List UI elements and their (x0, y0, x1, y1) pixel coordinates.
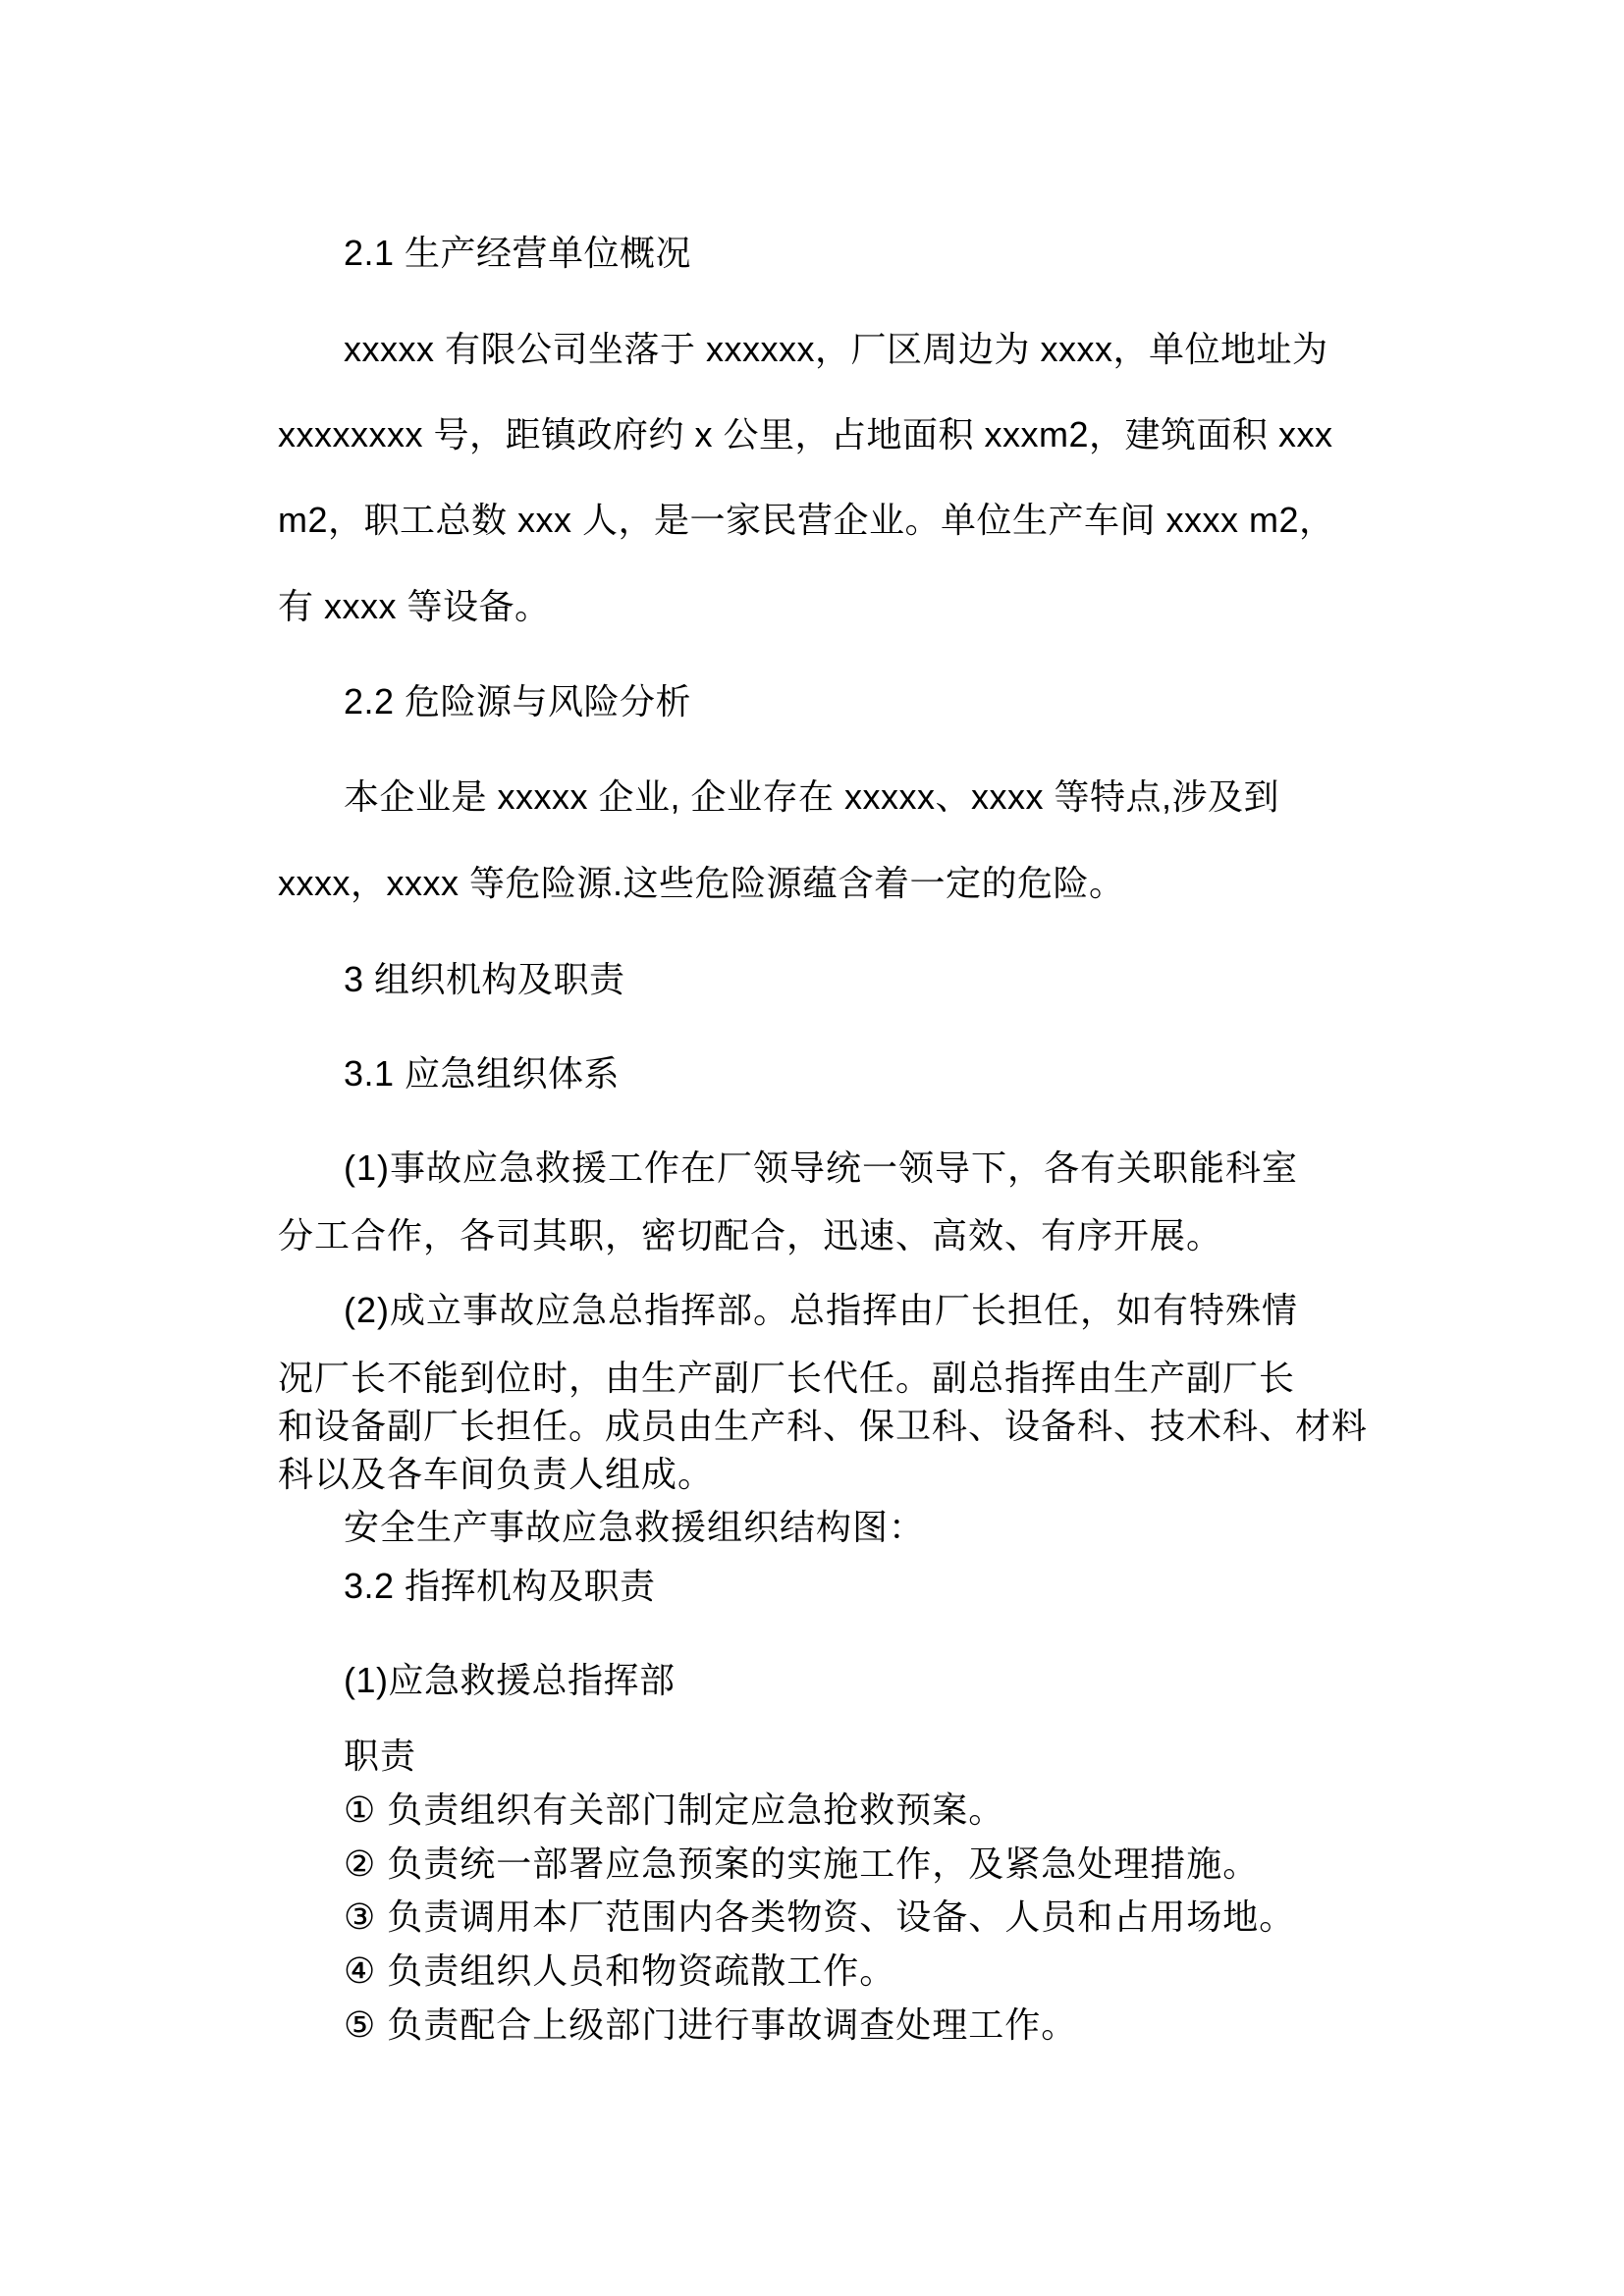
duty-item-3: ③ 负责调用本厂范围内各类物资、设备、人员和占用场地。 (344, 1896, 1296, 1937)
duty-item-2: ② 负责统一部署应急预案的实施工作，及紧急处理措施。 (344, 1843, 1260, 1884)
section-heading-3-2: 3.2 指挥机构及职责 (344, 1566, 656, 1606)
paragraph-line: 况厂长不能到位时，由生产副厂长代任。副总指挥由生产副厂长 (278, 1358, 1296, 1398)
paragraph-line: (2)成立事故应急总指挥部。总指挥由厂长担任，如有特殊情 (344, 1290, 1298, 1330)
paragraph-line: 分工合作，各司其职，密切配合，迅速、高效、有序开展。 (278, 1215, 1223, 1255)
sub-heading-command-center: (1)应急救援总指挥部 (344, 1660, 676, 1700)
duty-item-1: ① 负责组织有关部门制定应急抢救预案。 (344, 1789, 1005, 1830)
paragraph-line: m2，职工总数 xxx 人，是一家民营企业。单位生产车间 xxxx m2， (278, 500, 1335, 540)
paragraph-line: xxxx，xxxx 等危险源.这些危险源蕴含着一定的危险。 (278, 863, 1125, 903)
duty-item-4: ④ 负责组织人员和物资疏散工作。 (344, 1950, 896, 1991)
section-heading-2-2: 2.2 危险源与风险分析 (344, 681, 692, 721)
paragraph-line: 有 xxxx 等设备。 (278, 586, 551, 626)
section-heading-2-1: 2.1 生产经营单位概况 (344, 233, 692, 273)
duties-label: 职责 (344, 1735, 417, 1776)
section-heading-3: 3 组织机构及职责 (344, 959, 625, 999)
section-heading-3-1: 3.1 应急组织体系 (344, 1053, 621, 1094)
paragraph-line: (1)事故应急救援工作在厂领导统一领导下，各有关职能科室 (344, 1148, 1298, 1188)
org-chart-caption: 安全生产事故应急救援组织结构图： (344, 1507, 926, 1547)
paragraph-line: 本企业是 xxxxx 企业, 企业存在 xxxxx、xxxx 等特点,涉及到 (344, 776, 1280, 817)
paragraph-line: 科以及各车间负责人组成。 (278, 1454, 715, 1494)
paragraph-line: 和设备副厂长担任。成员由生产科、保卫科、设备科、技术科、材料 (278, 1406, 1369, 1446)
duty-item-5: ⑤ 负责配合上级部门进行事故调查处理工作。 (344, 2004, 1078, 2045)
paragraph-line: xxxxxxxx 号，距镇政府约 x 公里，占地面积 xxxm2，建筑面积 xxx (278, 414, 1333, 454)
paragraph-line: xxxxx 有限公司坐落于 xxxxxx，厂区周边为 xxxx，单位地址为 (344, 329, 1328, 369)
